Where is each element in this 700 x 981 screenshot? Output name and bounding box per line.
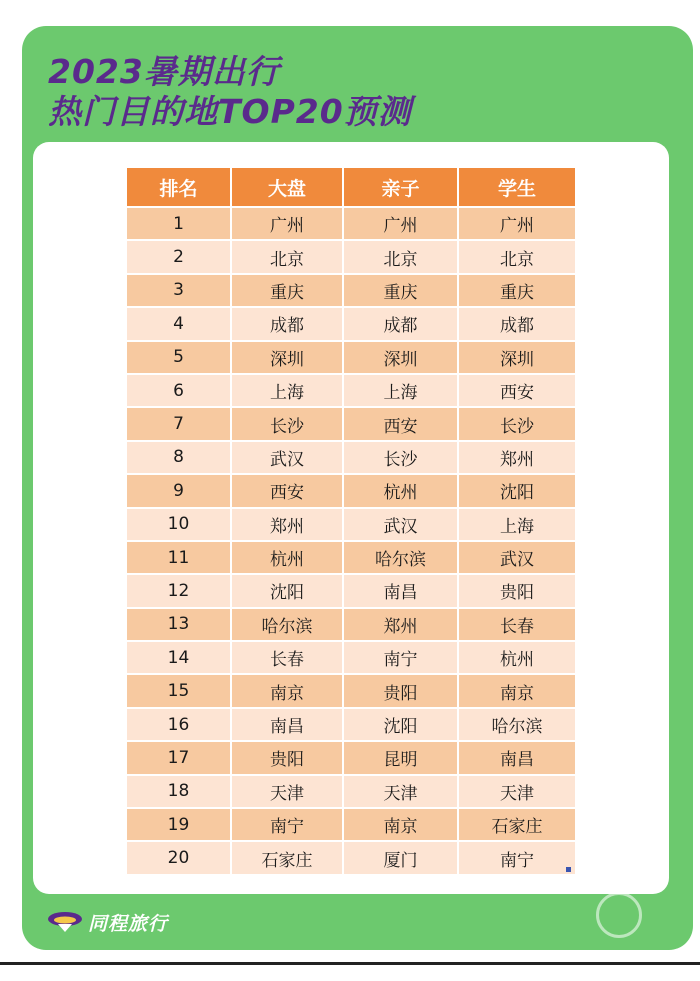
overall-cell: 西安 (231, 474, 343, 507)
family-cell: 天津 (343, 775, 458, 808)
student-cell: 郑州 (458, 441, 575, 474)
overall-cell: 重庆 (231, 274, 343, 307)
table-body (127, 207, 575, 874)
overall-cell: 南宁 (231, 808, 343, 841)
table-row (127, 274, 575, 307)
rank-cell: 15 (127, 674, 231, 707)
poster-title (48, 52, 412, 132)
table-row (127, 808, 575, 841)
rank-cell: 4 (127, 307, 231, 340)
student-cell: 南京 (458, 674, 575, 707)
brand-name: 同程旅行 (88, 912, 169, 935)
student-cell: 长春 (458, 608, 575, 641)
table-row (127, 240, 575, 273)
destination-ranking-table (127, 168, 575, 874)
rank-cell: 11 (127, 541, 231, 574)
family-cell: 杭州 (343, 474, 458, 507)
header-overall: 大盘 (231, 168, 343, 207)
table-row (127, 441, 575, 474)
student-cell: 成都 (458, 307, 575, 340)
family-cell: 沈阳 (343, 708, 458, 741)
table-row (127, 374, 575, 407)
rank-cell: 12 (127, 574, 231, 607)
family-cell: 广州 (343, 207, 458, 240)
family-cell: 深圳 (343, 341, 458, 374)
overall-cell: 北京 (231, 240, 343, 273)
family-cell: 长沙 (343, 441, 458, 474)
family-cell: 成都 (343, 307, 458, 340)
family-cell: 郑州 (343, 608, 458, 641)
rank-cell: 7 (127, 407, 231, 440)
table-row (127, 674, 575, 707)
rank-cell: 6 (127, 374, 231, 407)
rank-cell: 5 (127, 341, 231, 374)
rank-cell: 18 (127, 775, 231, 808)
family-cell: 北京 (343, 240, 458, 273)
table-row (127, 708, 575, 741)
overall-cell: 沈阳 (231, 574, 343, 607)
table-header-row (127, 168, 575, 207)
rank-cell: 8 (127, 441, 231, 474)
family-cell: 南宁 (343, 641, 458, 674)
overall-cell: 石家庄 (231, 841, 343, 873)
rank-cell: 9 (127, 474, 231, 507)
header-student: 学生 (458, 168, 575, 207)
rank-cell: 1 (127, 207, 231, 240)
header-family: 亲子 (343, 168, 458, 207)
overall-cell: 上海 (231, 374, 343, 407)
overall-cell: 长沙 (231, 407, 343, 440)
table-row (127, 307, 575, 340)
rank-cell: 13 (127, 608, 231, 641)
overall-cell: 成都 (231, 307, 343, 340)
table-row (127, 407, 575, 440)
overall-cell: 长春 (231, 641, 343, 674)
student-cell: 沈阳 (458, 474, 575, 507)
table-row (127, 541, 575, 574)
student-cell: 上海 (458, 508, 575, 541)
table-row (127, 574, 575, 607)
overall-cell: 南昌 (231, 708, 343, 741)
student-cell: 南昌 (458, 741, 575, 774)
family-cell: 南京 (343, 808, 458, 841)
table-row (127, 341, 575, 374)
family-cell: 哈尔滨 (343, 541, 458, 574)
student-cell: 深圳 (458, 341, 575, 374)
student-cell: 石家庄 (458, 808, 575, 841)
student-cell: 北京 (458, 240, 575, 273)
family-cell: 上海 (343, 374, 458, 407)
student-cell: 广州 (458, 207, 575, 240)
table-row (127, 741, 575, 774)
table-resize-handle (566, 867, 571, 872)
overall-cell: 南京 (231, 674, 343, 707)
student-cell: 天津 (458, 775, 575, 808)
family-cell: 昆明 (343, 741, 458, 774)
rank-cell: 20 (127, 841, 231, 873)
family-cell: 厦门 (343, 841, 458, 873)
overall-cell: 哈尔滨 (231, 608, 343, 641)
family-cell: 贵阳 (343, 674, 458, 707)
table-row (127, 775, 575, 808)
student-cell: 西安 (458, 374, 575, 407)
brand-footer (46, 908, 168, 936)
title-line-1: 2023暑期出行 (48, 52, 280, 91)
student-cell: 武汉 (458, 541, 575, 574)
watermark-icon (596, 892, 642, 938)
bottom-divider (0, 962, 700, 965)
overall-cell: 深圳 (231, 341, 343, 374)
overall-cell: 郑州 (231, 508, 343, 541)
rank-cell: 2 (127, 240, 231, 273)
overall-cell: 武汉 (231, 441, 343, 474)
rank-cell: 10 (127, 508, 231, 541)
rank-cell: 3 (127, 274, 231, 307)
student-cell: 杭州 (458, 641, 575, 674)
table-row (127, 474, 575, 507)
family-cell: 西安 (343, 407, 458, 440)
student-cell: 南宁 (458, 841, 575, 873)
table-row (127, 641, 575, 674)
student-cell: 贵阳 (458, 574, 575, 607)
rank-cell: 16 (127, 708, 231, 741)
rank-cell: 17 (127, 741, 231, 774)
rank-cell: 14 (127, 641, 231, 674)
table-row (127, 841, 575, 873)
table-row (127, 508, 575, 541)
student-cell: 重庆 (458, 274, 575, 307)
family-cell: 重庆 (343, 274, 458, 307)
student-cell: 哈尔滨 (458, 708, 575, 741)
family-cell: 武汉 (343, 508, 458, 541)
header-rank: 排名 (127, 168, 231, 207)
overall-cell: 贵阳 (231, 741, 343, 774)
overall-cell: 广州 (231, 207, 343, 240)
family-cell: 南昌 (343, 574, 458, 607)
rank-cell: 19 (127, 808, 231, 841)
title-line-2: 热门目的地TOP20预测 (48, 92, 412, 131)
overall-cell: 天津 (231, 775, 343, 808)
tongcheng-logo-icon (46, 910, 84, 934)
table-row (127, 207, 575, 240)
overall-cell: 杭州 (231, 541, 343, 574)
table-row (127, 608, 575, 641)
student-cell: 长沙 (458, 407, 575, 440)
